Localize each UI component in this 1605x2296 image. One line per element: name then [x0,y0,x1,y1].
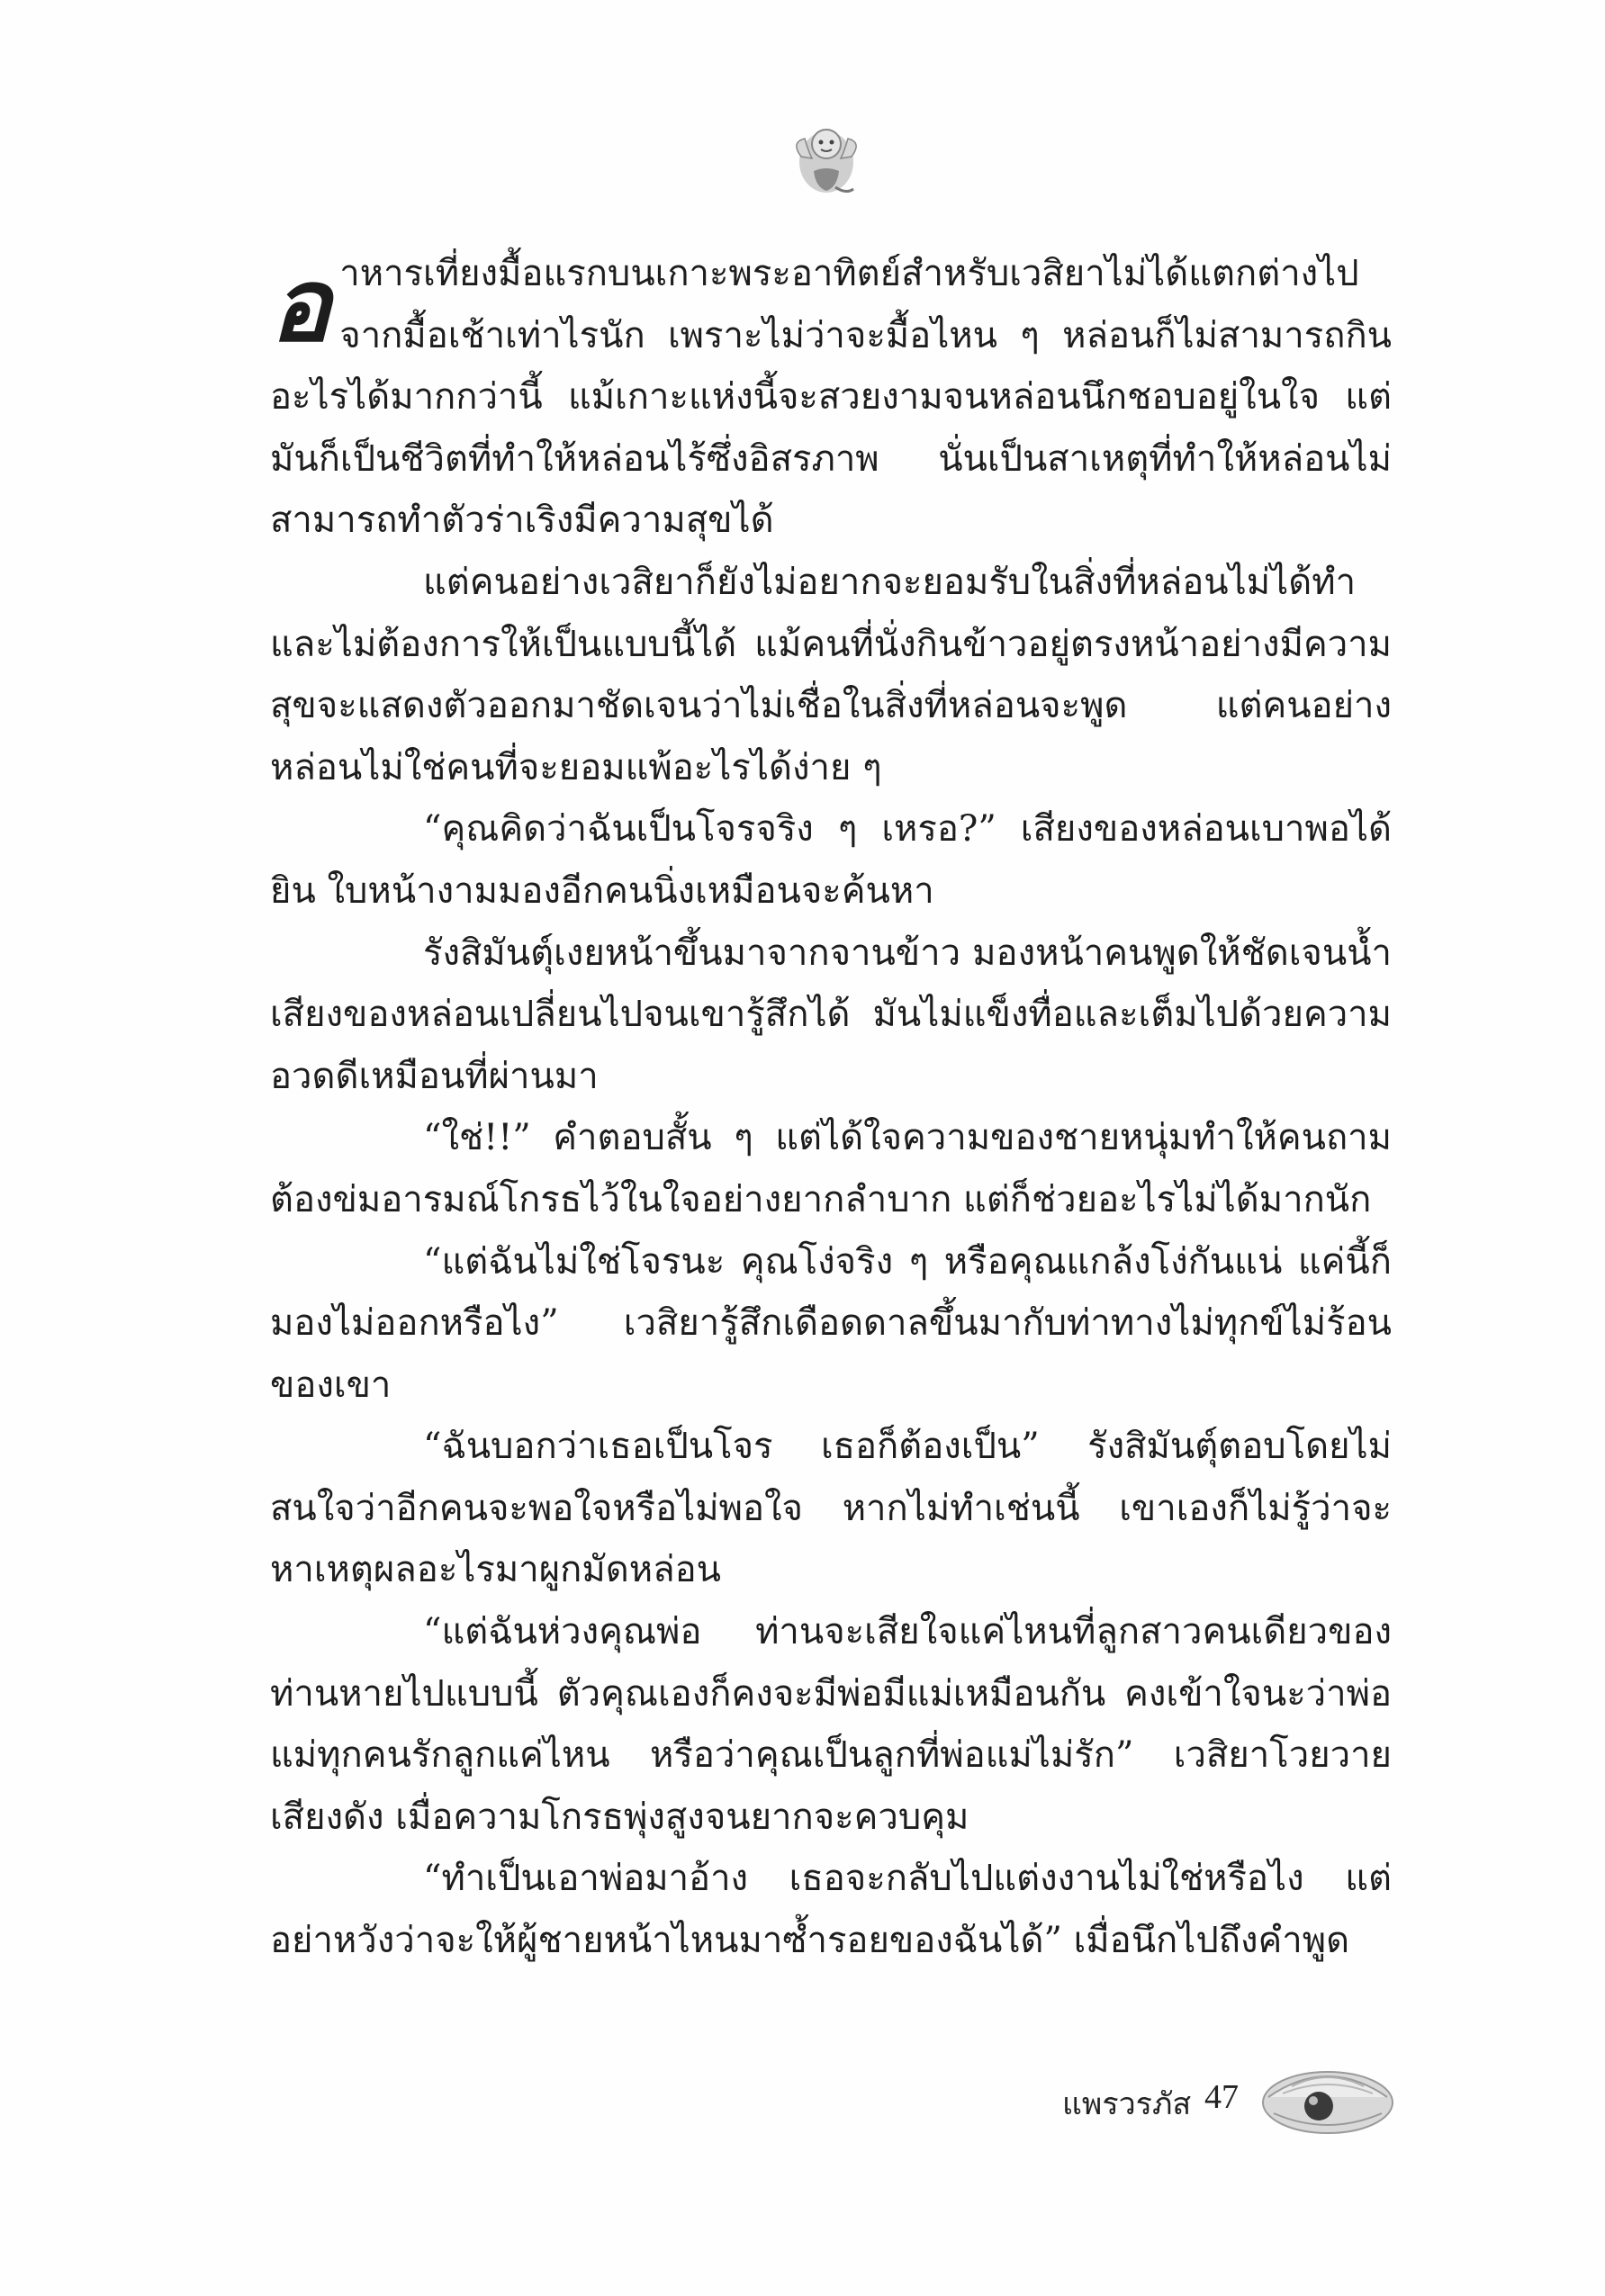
page-footer [1062,2070,1422,2142]
paragraph-1 [270,243,1392,552]
paragraph-9: “ทำเป็นเอาพ่อมาอ้าง เธอจะกลับไปแต่งงานไม่ใช่หรือไง แต่อย่าหวังว่าจะให้ผู้ชายหน้าไหนมาซ้ำรอยของฉันได้” เมื่อนึกไปถึงคำพูด [270,1858,1392,1962]
paragraph-text: าหารเที่ยงมื้อแรกบนเกาะพระอาทิตย์สำหรับเวสิยาไม่ได้แตกต่างไปจากมื้อเช้าเท่าไรนัก เพราะไม่ว่าจะมื้อไหน ๆ หล่อนก็ไม่สามารถกินอะไรได้มากกว่านี้ แม้เกาะแห่งนี้จะสวยงามจนหล่อนนึกชอบอยู่ในใจ แต่มันก็เป็นชีวิตที่ทำให้หล่อนไร้ซึ่งอิสรภาพ นั่นเป็นสาเหตุที่ทำให้หล่อนไม่สามารถทำตัวร่าเริงมีความสุขได้ [270,253,1392,542]
paragraph-5: “ใช่!!” คำตอบสั้น ๆ แต่ได้ใจความของชายหนุ่มทำให้คนถามต้องข่มอารมณ์โกรธไว้ในใจอย่างยากลำบาก แต่ก็ช่วยอะไรไม่ได้มากนัก [270,1117,1392,1220]
book-title: แพรวรภัส [1062,2086,1192,2122]
page-number: 47 [1204,2078,1239,2116]
paragraph-4: รังสิมันตุ์เงยหน้าขึ้นมาจากจานข้าว มองหน้าคนพูดให้ชัดเจนน้ำเสียงของหล่อนเปลี่ยนไปจนเขารู้สึกได้ มันไม่แข็งทื่อและเต็มไปด้วยความอวดดีเหมือนที่ผ่านมา [270,932,1392,1097]
cherub-ornament-icon [781,115,871,205]
drop-cap: อ [270,247,331,365]
paragraph-7: “ฉันบอกว่าเธอเป็นโจร เธอก็ต้องเป็น” รังสิมันตุ์ตอบโดยไม่สนใจว่าอีกคนจะพอใจหรือไม่พอใจ หากไม่ทำเช่นนี้ เขาเองก็ไม่รู้ว่าจะหาเหตุผลอะไรมาผูกมัดหล่อน [270,1426,1392,1591]
paragraph-8: “แต่ฉันห่วงคุณพ่อ ท่านจะเสียใจแค่ไหนที่ลูกสาวคนเดียวของท่านหายไปแบบนี้ ตัวคุณเองก็คงจะมีพ่อมีแม่เหมือนกัน คงเข้าใจนะว่าพ่อแม่ทุกคนรักลูกแค่ไหน หรือว่าคุณเป็นลูกที่พ่อแม่ไม่รัก” เวสิยาโวยวายเสียงดัง เมื่อความโกรธพุ่งสูงจนยากจะควบคุม [270,1611,1392,1838]
paragraph-2: แต่คนอย่างเวสิยาก็ยังไม่อยากจะยอมรับในสิ่งที่หล่อนไม่ได้ทำ และไม่ต้องการให้เป็นแบบนี้ได้ แม้คนที่นั่งกินข้าวอยู่ตรงหน้าอย่างมีความสุขจะแสดงตัวออกมาชัดเจนว่าไม่เชื่อในสิ่งที่หล่อนจะพูด แต่คนอย่างหล่อนไม่ใช่คนที่จะยอมแพ้อะไรได้ง่าย ๆ [270,561,1392,788]
story-text [270,243,1392,1972]
paragraph-6: “แต่ฉันไม่ใช่โจรนะ คุณโง่จริง ๆ หรือคุณแกล้งโง่กันแน่ แค่นี้ก็มองไม่ออกหรือไง” เวสิยารู้สึกเดือดดาลขึ้นมากับท่าทางไม่ทุกข์ไม่ร้อนของเขา [270,1240,1392,1406]
pearl-shell-icon [1256,2050,1400,2140]
paragraph-3: “คุณคิดว่าฉันเป็นโจรจริง ๆ เหรอ?” เสียงของหล่อนเบาพอได้ยิน ใบหน้างามมองอีกคนนิ่งเหมือนจะค้นหา [270,808,1392,912]
